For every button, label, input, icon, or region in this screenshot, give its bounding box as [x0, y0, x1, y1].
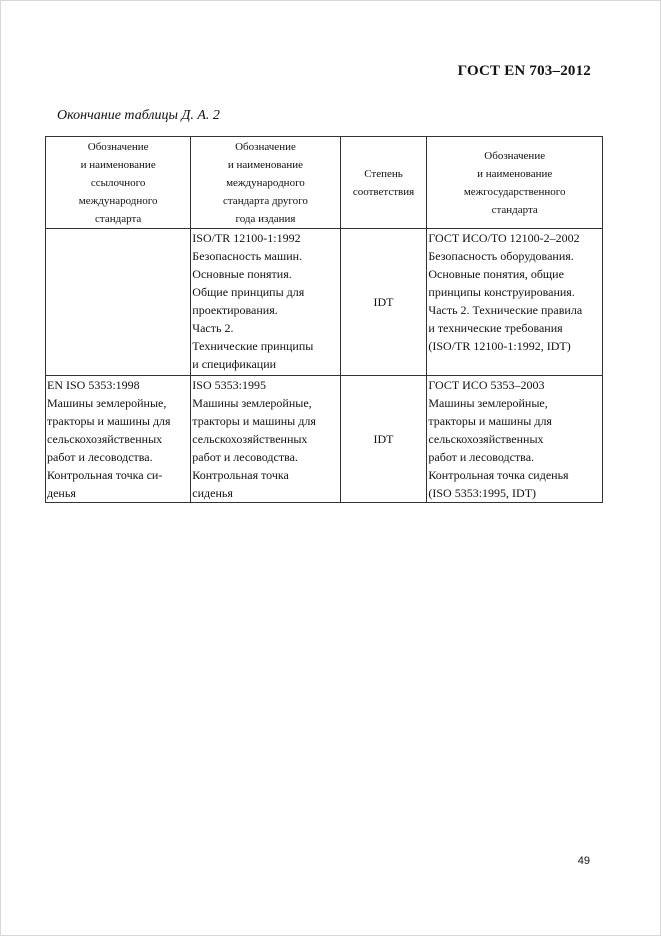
- cell-referenced-standard: [46, 376, 191, 503]
- cell-line: ISO/TR 12100-1:1992: [192, 231, 301, 245]
- cell-line: работ и лесоводства.: [192, 450, 298, 464]
- cell-line: Безопасность оборудования.: [428, 249, 574, 263]
- cell-line: сельскохозяйственных: [47, 432, 163, 446]
- standards-table: [45, 136, 603, 503]
- header-line: стандарта другого: [222, 194, 308, 207]
- cell-international-standard: [191, 229, 340, 376]
- header-interstate-standard: [427, 137, 603, 229]
- header-line: международного: [78, 194, 158, 207]
- cell-line: Безопасность машин.: [192, 249, 303, 263]
- cell-line: тракторы и машины для: [192, 414, 316, 428]
- cell-interstate-standard: [427, 376, 603, 503]
- cell-line: Машины землеройные,: [47, 396, 167, 410]
- table-caption: Окончание таблицы Д. А. 2: [57, 108, 220, 123]
- cell-line: работ и лесоводства.: [428, 450, 535, 464]
- header-line: ссылочного: [90, 176, 146, 189]
- header-line: Обозначение: [235, 140, 296, 153]
- header-line: стандарта: [95, 212, 142, 225]
- header-line: Обозначение: [484, 149, 546, 162]
- table-row: [46, 376, 603, 503]
- cell-line: денья: [47, 486, 76, 500]
- cell-interstate-standard: [427, 229, 603, 376]
- cell-line: Общие принципы для: [192, 285, 305, 299]
- header-line: стандарта: [491, 203, 538, 216]
- header-degree: [340, 137, 427, 229]
- cell-line: тракторы и машины для: [428, 414, 552, 428]
- cell-line: Машины землеройные,: [428, 396, 548, 410]
- header-line: Обозначение: [87, 140, 149, 153]
- cell-line: и спецификации: [192, 357, 277, 371]
- cell-line: Основные понятия.: [192, 267, 292, 281]
- cell-line: сельскохозяйственных: [428, 432, 544, 446]
- cell-line: сиденья: [192, 486, 233, 500]
- cell-line: Часть 2.: [192, 321, 234, 335]
- cell-line: EN ISO 5353:1998: [47, 378, 140, 392]
- table-header-row: [46, 137, 603, 229]
- header-international-standard: [191, 137, 340, 229]
- cell-line: Контрольная точка: [192, 468, 289, 482]
- cell-line: работ и лесоводства.: [47, 450, 153, 464]
- table-row: [46, 229, 603, 376]
- header-line: года издания: [235, 212, 296, 225]
- cell-degree: IDT: [340, 376, 427, 503]
- header-line: соответствия: [352, 185, 415, 198]
- cell-line: Технические принципы: [192, 339, 314, 353]
- cell-line: Машины землеройные,: [192, 396, 312, 410]
- cell-line: принципы конструирования.: [428, 285, 575, 299]
- header-line: и наименование: [477, 167, 553, 180]
- header-referenced-standard: [46, 137, 191, 229]
- header-line: и наименование: [80, 158, 156, 171]
- cell-line: Контрольная точка си-: [47, 468, 163, 482]
- header-line: и наименование: [227, 158, 304, 171]
- cell-referenced-standard: [46, 229, 191, 376]
- cell-line: (ISO 5353:1995, IDT): [428, 486, 537, 500]
- cell-line: Основные понятия, общие: [428, 267, 564, 281]
- cell-line: сельскохозяйственных: [192, 432, 308, 446]
- cell-line: Часть 2. Технические правила: [428, 303, 583, 317]
- cell-line: ISO 5353:1995: [192, 378, 266, 392]
- cell-international-standard: [191, 376, 340, 503]
- cell-degree: IDT: [340, 229, 427, 376]
- cell-line: Контрольная точка сиденья: [428, 468, 569, 482]
- document-code: ГОСТ EN 703–2012: [457, 63, 591, 79]
- cell-line: проектирования.: [192, 303, 278, 317]
- cell-line: ГОСТ ИСО/ТО 12100-2–2002: [428, 231, 580, 245]
- cell-line: ГОСТ ИСО 5353–2003: [428, 378, 545, 392]
- header-line: Степень: [364, 167, 403, 180]
- cell-line: тракторы и машины для: [47, 414, 171, 428]
- cell-line: и технические требования: [428, 321, 563, 335]
- cell-line: (ISO/TR 12100-1:1992, IDT): [428, 339, 571, 353]
- header-line: межгосударственного: [463, 185, 566, 198]
- header-line: международного: [226, 176, 305, 189]
- page-number: 49: [577, 855, 590, 867]
